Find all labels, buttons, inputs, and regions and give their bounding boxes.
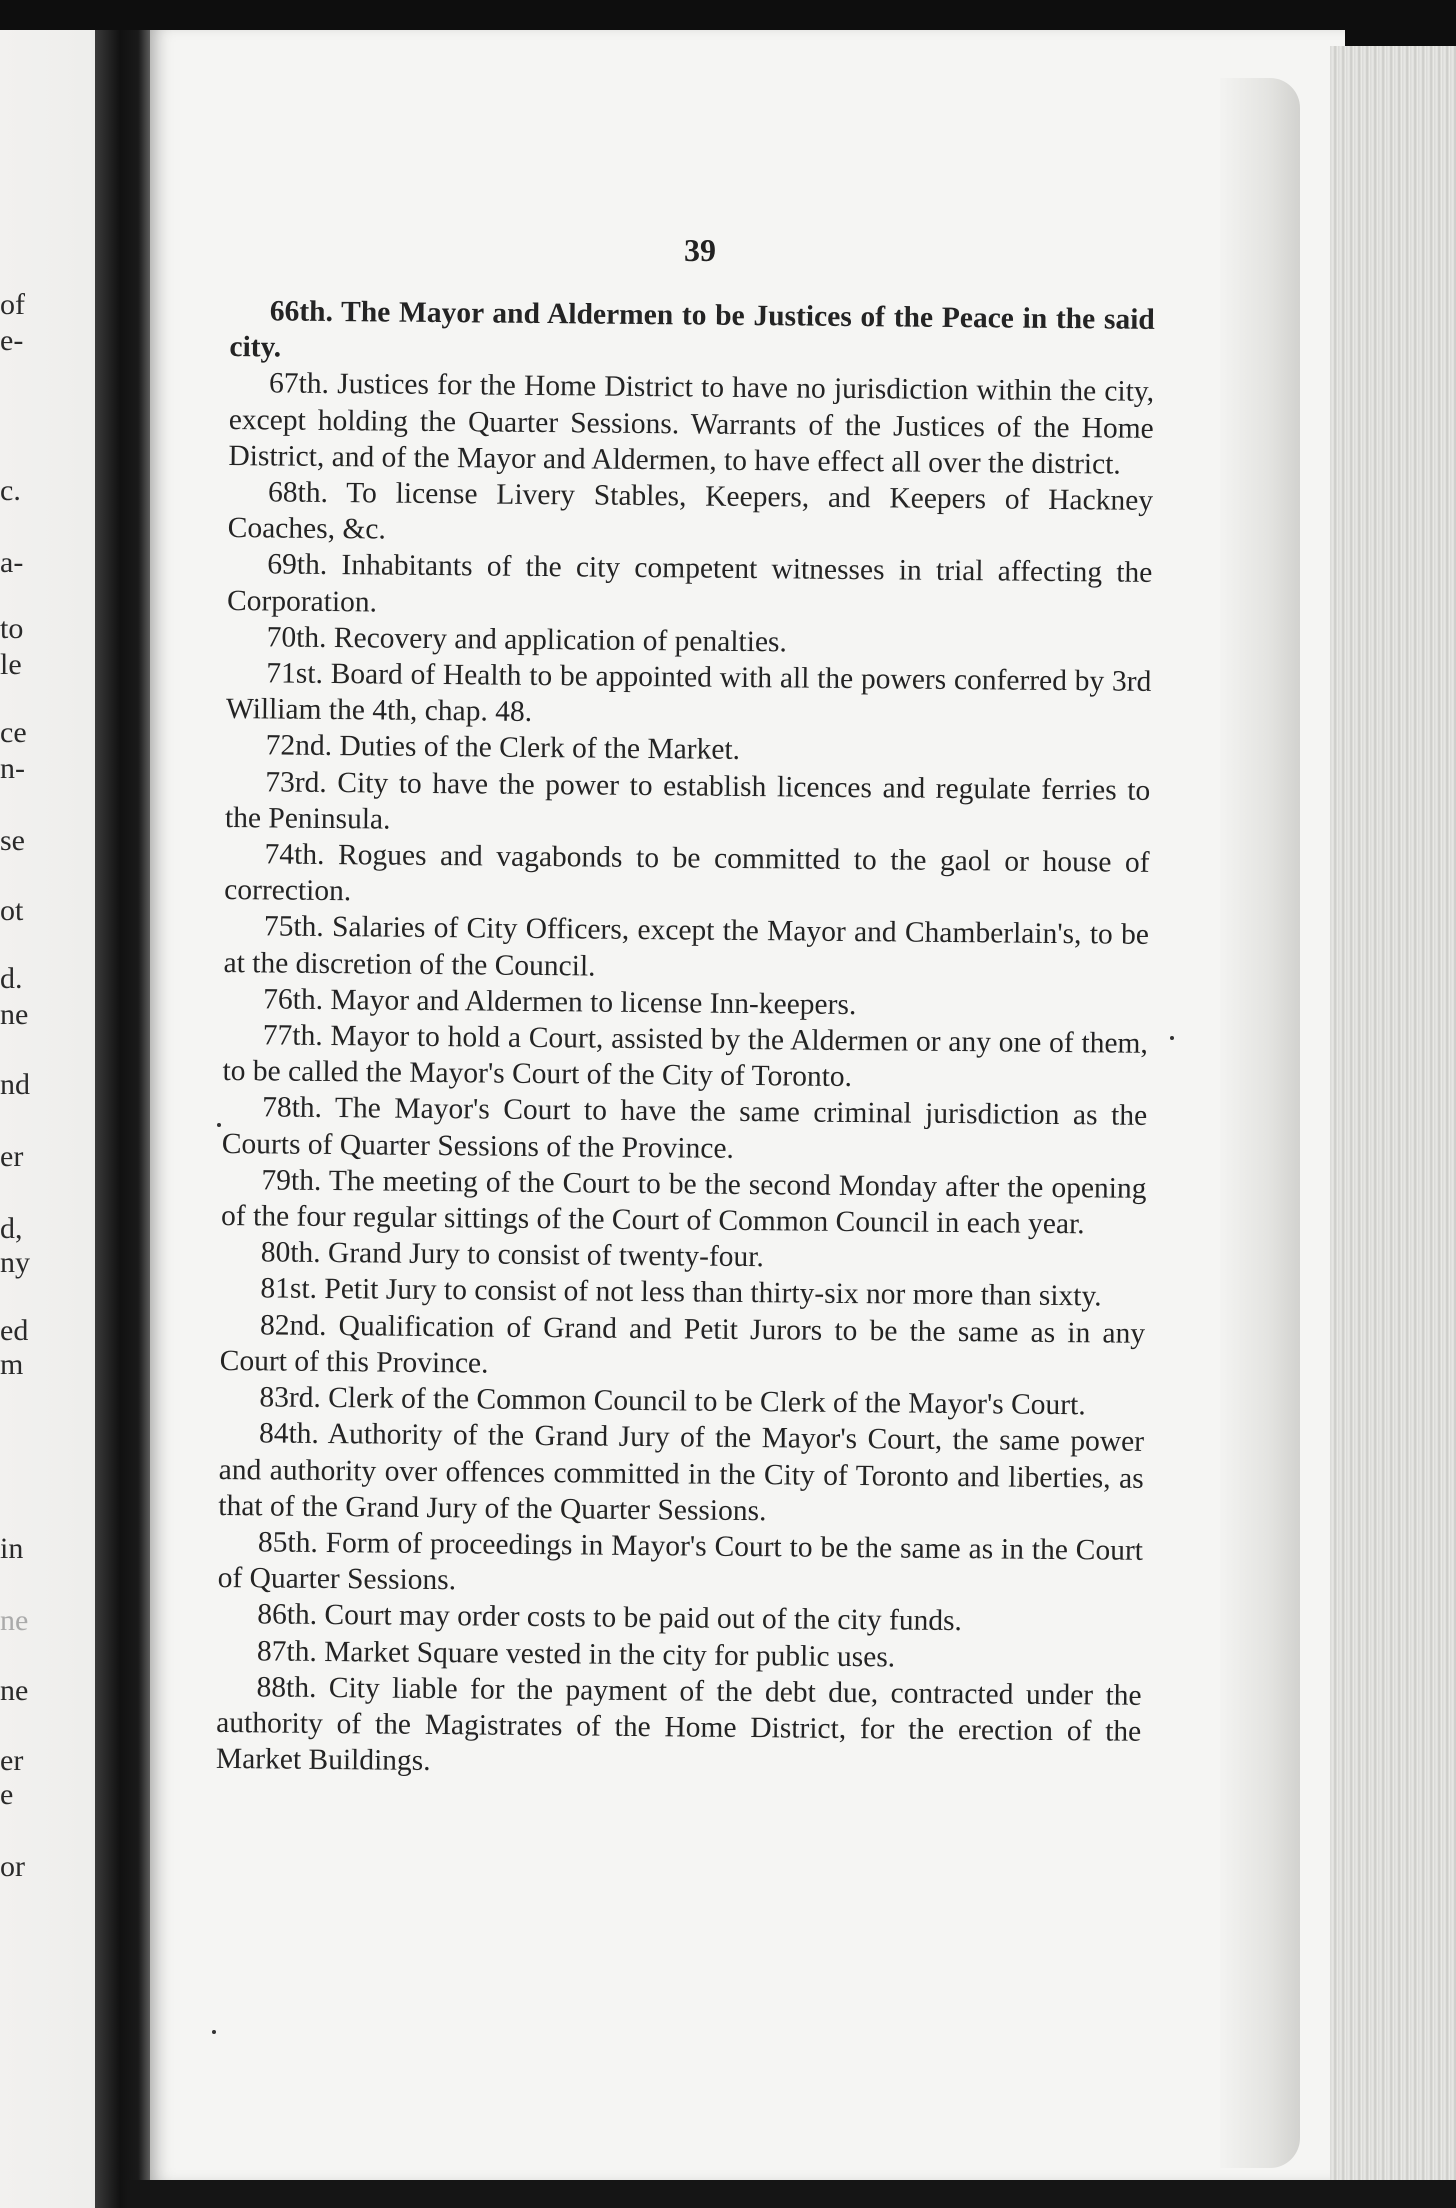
entry-73: 73rd. City to have the power to establish licences and regulate ferries to the Peninsula. — [224, 766, 1151, 836]
entry-87: 87th. Market Square vested in the city for public uses. — [256, 1634, 896, 1673]
page-number: 39 — [684, 232, 716, 268]
left-fragment: d. — [0, 962, 23, 995]
entry-72: 72nd. Duties of the Clerk of the Market. — [265, 729, 741, 767]
left-fragment: m — [0, 1348, 24, 1381]
left-fragment: e- — [0, 324, 24, 357]
left-fragment: a- — [0, 546, 24, 579]
left-fragment: ne — [0, 1674, 29, 1707]
book-fore-edge — [1330, 46, 1456, 2208]
entry-70: 70th. Recovery and application of penalties. — [266, 621, 788, 659]
left-fragment: er — [0, 1744, 24, 1777]
entry-82: 82nd. Qualification of Grand and Petit Jurors to be the same as in any Court of this Province. — [219, 1309, 1146, 1380]
left-fragment: in — [0, 1532, 24, 1565]
entry-80: 80th. Grand Jury to consist of twenty-four. — [260, 1236, 764, 1274]
left-fragment: ot — [0, 894, 24, 927]
page-edge-curl — [1220, 78, 1300, 2168]
left-fragment: or — [0, 1850, 25, 1883]
entry-74: 74th. Rogues and vagabonds to be committed to the gaol or house of correction. — [224, 838, 1150, 908]
entry-71: 71st. Board of Health to be appointed with all the powers conferred by 3rd William the 4th, chap. 48. — [225, 657, 1152, 729]
left-fragment: le — [0, 648, 22, 681]
left-fragment: ne — [0, 1604, 29, 1637]
entry-67: 67th. Justices for the Home District to have no jurisdiction within the city, except holding the Quarter Sessions. Warrants of the Justices of the Home District, and of the Mayor and Aldermen, to have effect all over the district. — [228, 367, 1155, 481]
entry-85: 85th. Form of proceedings in Mayor's Court to be the same as in the Court of Quarter Sessions. — [217, 1526, 1144, 1597]
entry-83: 83rd. Clerk of the Common Council to be Clerk of the Mayor's Court. — [259, 1381, 1086, 1422]
scan-bottom-edge — [128, 2180, 1456, 2208]
entry-68: 68th. To license Livery Stables, Keepers, and Keepers of Hackney Coaches, &c. — [227, 476, 1154, 546]
entry-66: 66th. The Mayor and Aldermen to be Justices of the Peace in the said city. — [229, 295, 1155, 364]
left-fragment: se — [0, 824, 25, 857]
left-fragment: nd — [0, 1068, 30, 1101]
left-fragment: er — [0, 1140, 24, 1173]
entry-88: 88th. City liable for the payment of the debt due, contracted under the authority of the Magistrates of the Home District, for the erection of the Market Buildings. — [215, 1671, 1142, 1778]
left-fragment: of — [0, 288, 25, 321]
ink-speck — [217, 1123, 221, 1127]
left-fragment: d, — [0, 1212, 23, 1245]
ink-speck — [212, 2030, 216, 2034]
left-fragment: ce — [0, 716, 27, 749]
entry-75: 75th. Salaries of City Officers, except the Mayor and Chamberlain's, to be at the discretion of the Council. — [223, 910, 1150, 983]
entry-69: 69th. Inhabitants of the city competent witnesses in trial affecting the Corporation. — [226, 548, 1153, 619]
ink-speck — [1170, 1036, 1174, 1040]
entry-86: 86th. Court may order costs to be paid out of the city funds. — [257, 1598, 963, 1638]
entry-78: 78th. The Mayor's Court to have the same criminal jurisdiction as the Courts of Quarter Sessions of the Province. — [221, 1091, 1148, 1165]
left-fragment: ny — [0, 1246, 30, 1279]
entry-79: 79th. The meeting of the Court to be the second Monday after the opening of the four regular sittings of the Court of Common Council in each year. — [220, 1164, 1147, 1241]
left-fragment: e — [0, 1778, 14, 1811]
left-fragment: c. — [0, 474, 21, 507]
page-body — [216, 293, 1155, 1786]
entry-77: 77th. Mayor to hold a Court, assisted by the Aldermen or any one of them, to be called the Mayor's Court of the City of Toronto. — [222, 1019, 1148, 1094]
left-fragment: ne — [0, 998, 29, 1031]
entry-76: 76th. Mayor and Aldermen to license Inn-keepers. — [263, 983, 857, 1021]
left-fragment: to — [0, 612, 24, 645]
entry-81: 81st. Petit Jury to consist of not less than thirty-six nor more than sixty. — [260, 1272, 1102, 1313]
entry-84: 84th. Authority of the Grand Jury of the Mayor's Court, the same power and authority over offences committed in the City of Toronto and liberties, as that of the Grand Jury of the Quarter Sessions. — [218, 1417, 1145, 1527]
left-fragment: ed — [0, 1314, 29, 1347]
left-fragment: n- — [0, 752, 25, 785]
